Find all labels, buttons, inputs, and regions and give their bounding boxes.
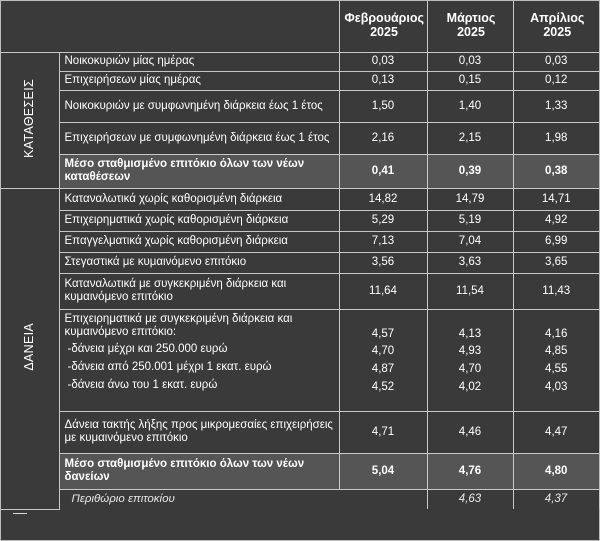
business-loans-group-labels [59,309,339,411]
cell-value: 0,03 [427,52,513,71]
cell-value: 4,76 [427,453,513,489]
business-loans-feb [339,309,427,411]
row-label: Επιχειρήσεων μίας ημέρας [59,71,339,90]
cell-value: 5,04 [339,453,427,489]
divider-mark [13,513,27,514]
business-loans-apr [513,309,599,411]
table-row [1,411,599,453]
row-label: Νοικοκυριών μίας ημέρας [59,52,339,71]
row-label: Καταναλωτικά με συγκεκριμένη διάρκεια και κυμαινόμενο επιτόκιο [59,273,339,309]
header-feb-2025: Φεβρουάριος 2025 [339,1,427,52]
business-loans-mar [427,309,513,411]
row-label: Στεγαστικά με κυμαινόμενο επιτόκιο [59,252,339,273]
cell-value: 14,79 [427,188,513,210]
cell-value: 4,70 [371,344,395,357]
cell-value: 4,80 [513,453,599,489]
cell-value: 1,98 [513,122,599,154]
margin-label: Περιθώριο επιτοκίου [59,489,427,509]
row-label: Επαγγελματικά χωρίς καθορισμένη διάρκεια [59,231,339,252]
cell-value: 2,15 [427,122,513,154]
table-row [1,90,599,122]
table-row [1,231,599,252]
sub-row-label: -δάνεια μέχρι και 250.000 ευρώ [67,342,228,355]
table-row [1,52,599,71]
cell-value: 4,37 [513,489,599,509]
header-apr-2025: Απρίλιος 2025 [513,1,599,52]
row-label: Καταναλωτικά χωρίς καθορισμένη διάρκεια [59,188,339,210]
cell-value: 3,63 [427,252,513,273]
cell-value: 0,03 [339,52,427,71]
cell-value: 4,55 [545,362,568,375]
business-loans-group-label: Επιχειρηματικά με συγκεκριμένη διάρκεια και κυμαινόμενο επιτόκιο: [64,312,293,338]
cell-value: 0,13 [339,71,427,90]
category-deposits-label: ΚΑΤΑΘΕΣΕΙΣ [22,78,37,158]
cell-value: 4,85 [545,344,568,357]
sub-row-label: -δάνεια από 250.001 μέχρι 1 εκατ. ευρώ [67,360,272,373]
cell-value: 3,65 [513,252,599,273]
row-label: Επιχειρηματικά χωρίς καθορισμένη διάρκεια [59,210,339,231]
cell-value: 4,16 [545,327,568,340]
cell-value: 0,03 [513,52,599,71]
cell-value: 11,54 [427,273,513,309]
table-row [1,210,599,231]
row-label: Επιχειρήσεων με συμφωνημένη διάρκεια έως 1 έτος [59,122,339,154]
cell-value: 5,19 [427,210,513,231]
cell-value: 4,92 [513,210,599,231]
cell-value: 4,71 [339,411,427,453]
category-loans-label: ΔΑΝΕΙΑ [22,322,37,371]
cell-value: 11,43 [513,273,599,309]
cell-value: 4,70 [458,362,482,375]
cell-value: 1,50 [339,90,427,122]
margin-row [1,489,599,509]
cell-value: 14,71 [513,188,599,210]
table-row [1,71,599,90]
cell-value: 1,40 [427,90,513,122]
loans-average-row [1,453,599,489]
cell-value: 0,38 [513,154,599,188]
table-row [1,122,599,154]
cell-value: 11,64 [339,273,427,309]
cell-value: 4,63 [427,489,513,509]
cell-value: 14,82 [339,188,427,210]
row-label: Νοικοκυριών με συμφωνημένη διάρκεια έως 1 έτος [59,90,339,122]
deposits-average-row [1,154,599,188]
cell-value: 4,57 [371,327,395,340]
cell-value: 0,39 [427,154,513,188]
cell-value: 4,87 [371,362,395,375]
cell-value: 7,04 [427,231,513,252]
cell-value: 0,15 [427,71,513,90]
row-label: Μέσο σταθμισμένο επιτόκιο όλων των νέων δανείων [59,453,339,489]
sub-row-label: -δάνεια άνω του 1 εκατ. ευρώ [67,378,218,391]
cell-value: 7,13 [339,231,427,252]
cell-value: 0,12 [513,71,599,90]
cell-value: 4,13 [458,327,482,340]
row-label: Δάνεια τακτής λήξης προς μικρομεσαίες επιχειρήσεις με κυμαινόμενο επιτόκιο [59,411,339,453]
cell-value: 6,99 [513,231,599,252]
interest-rates-table [1,1,599,510]
header-mar-2025: Μάρτιος 2025 [427,1,513,52]
cell-value: 4,47 [513,411,599,453]
cell-value: 4,02 [458,380,482,393]
row-label: Μέσο σταθμισμένο επιτόκιο όλων των νέων καταθέσεων [59,154,339,188]
cell-value: 0,41 [339,154,427,188]
cell-value: 5,29 [339,210,427,231]
category-deposits [1,52,59,188]
business-loans-group-row [1,309,599,411]
cell-value: 3,56 [339,252,427,273]
category-loans [1,188,59,509]
table-row [1,252,599,273]
table-row [1,273,599,309]
cell-value: 4,46 [427,411,513,453]
table-row [1,188,599,210]
header-row [1,1,599,52]
cell-value: 1,33 [513,90,599,122]
cell-value: 4,52 [371,380,395,393]
cell-value: 4,93 [458,344,482,357]
cell-value: 4,03 [545,380,568,393]
cell-value: 2,16 [339,122,427,154]
header-blank [1,1,339,52]
